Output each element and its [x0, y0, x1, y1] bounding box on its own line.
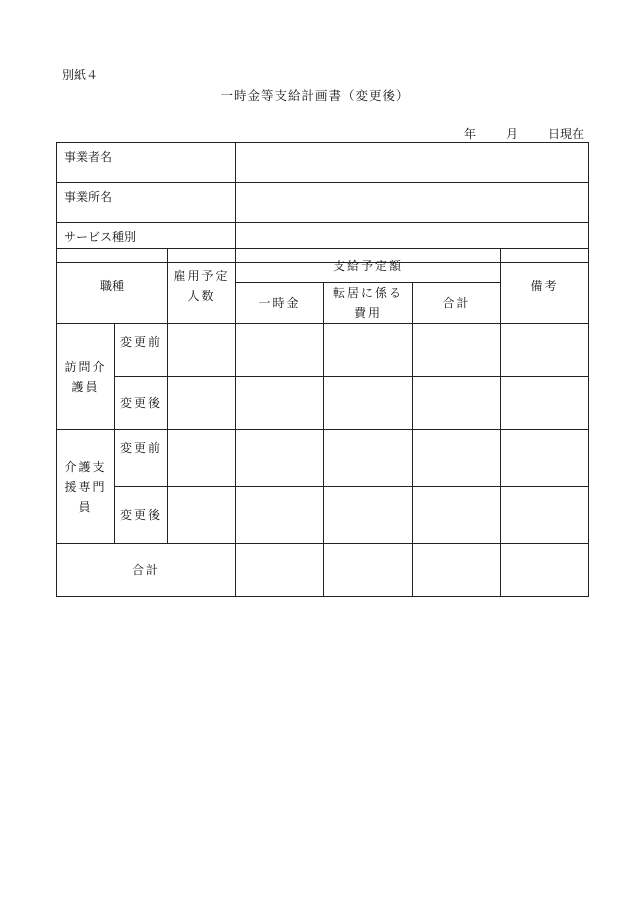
subtotal-header: 合計 — [413, 283, 501, 324]
before-change-label: 変更前 — [115, 430, 168, 487]
lump-sum-cell[interactable] — [236, 324, 324, 377]
planned-hires-header — [168, 249, 236, 324]
relocation-cost-cell[interactable] — [324, 324, 413, 377]
payment-plan-table — [56, 248, 589, 597]
remarks-cell[interactable] — [501, 377, 589, 430]
subtotal-cell[interactable] — [413, 430, 501, 487]
date-line — [464, 125, 584, 142]
job-type-line: 員 — [78, 499, 93, 514]
total-label: 合計 — [57, 544, 236, 597]
total-lump-sum-cell[interactable] — [236, 544, 324, 597]
info-table — [56, 142, 589, 263]
relocation-line1: 転居に係る — [333, 286, 404, 300]
before-change-label: 変更前 — [115, 324, 168, 377]
after-change-label: 変更後 — [115, 487, 168, 544]
planned-hires-cell[interactable] — [168, 430, 236, 487]
lump-sum-cell[interactable] — [236, 430, 324, 487]
info-row-business-owner — [57, 143, 589, 183]
remarks-header: 備考 — [501, 249, 589, 324]
lump-sum-cell[interactable] — [236, 487, 324, 544]
relocation-cost-cell[interactable] — [324, 487, 413, 544]
total-row — [57, 544, 589, 597]
business-owner-label: 事業者名 — [57, 143, 236, 183]
planned-hires-cell[interactable] — [168, 377, 236, 430]
planned-hires-cell[interactable] — [168, 324, 236, 377]
relocation-line2: 費用 — [354, 306, 383, 320]
job-type-line: 護員 — [71, 379, 100, 394]
business-owner-field[interactable] — [236, 143, 589, 183]
relocation-cost-cell[interactable] — [324, 430, 413, 487]
attachment-label: 別紙４ — [62, 68, 99, 82]
header-row-1 — [57, 249, 589, 283]
table-row — [57, 487, 589, 544]
office-field[interactable] — [236, 183, 589, 223]
after-change-label: 変更後 — [115, 377, 168, 430]
total-subtotal-cell[interactable] — [413, 544, 501, 597]
date-year-label: 年 — [463, 127, 476, 141]
remarks-cell[interactable] — [501, 487, 589, 544]
relocation-cost-cell[interactable] — [324, 377, 413, 430]
subtotal-cell[interactable] — [413, 324, 501, 377]
document-title: 一時金等支給計画書（変更後） — [220, 88, 410, 103]
planned-hires-cell[interactable] — [168, 487, 236, 544]
job-type-header: 職種 — [57, 249, 168, 324]
info-row-office — [57, 183, 589, 223]
relocation-cost-header — [324, 283, 413, 324]
job-type-care-manager — [57, 430, 115, 544]
lump-sum-cell[interactable] — [236, 377, 324, 430]
service-type-label: サービス種別 — [57, 223, 236, 263]
remarks-cell[interactable] — [501, 430, 589, 487]
table-row — [57, 377, 589, 430]
lump-sum-header: 一時金 — [236, 283, 324, 324]
job-type-line: 介護支 — [64, 459, 107, 474]
total-relocation-cost-cell[interactable] — [324, 544, 413, 597]
subtotal-cell[interactable] — [413, 377, 501, 430]
table-row — [57, 430, 589, 487]
date-day-label: 日現在 — [547, 127, 584, 141]
table-row — [57, 324, 589, 377]
date-month-label: 月 — [505, 127, 518, 141]
job-type-line: 援専門 — [64, 479, 107, 494]
job-type-line: 訪問介 — [64, 359, 107, 374]
planned-payment-header: 支給予定額 — [236, 249, 501, 283]
remarks-cell[interactable] — [501, 324, 589, 377]
planned-hires-line1: 雇用予定 — [173, 269, 230, 283]
subtotal-cell[interactable] — [413, 487, 501, 544]
job-type-home-care — [57, 324, 115, 430]
office-label: 事業所名 — [57, 183, 236, 223]
planned-hires-line2: 人数 — [187, 289, 216, 303]
total-remarks-cell[interactable] — [501, 544, 589, 597]
